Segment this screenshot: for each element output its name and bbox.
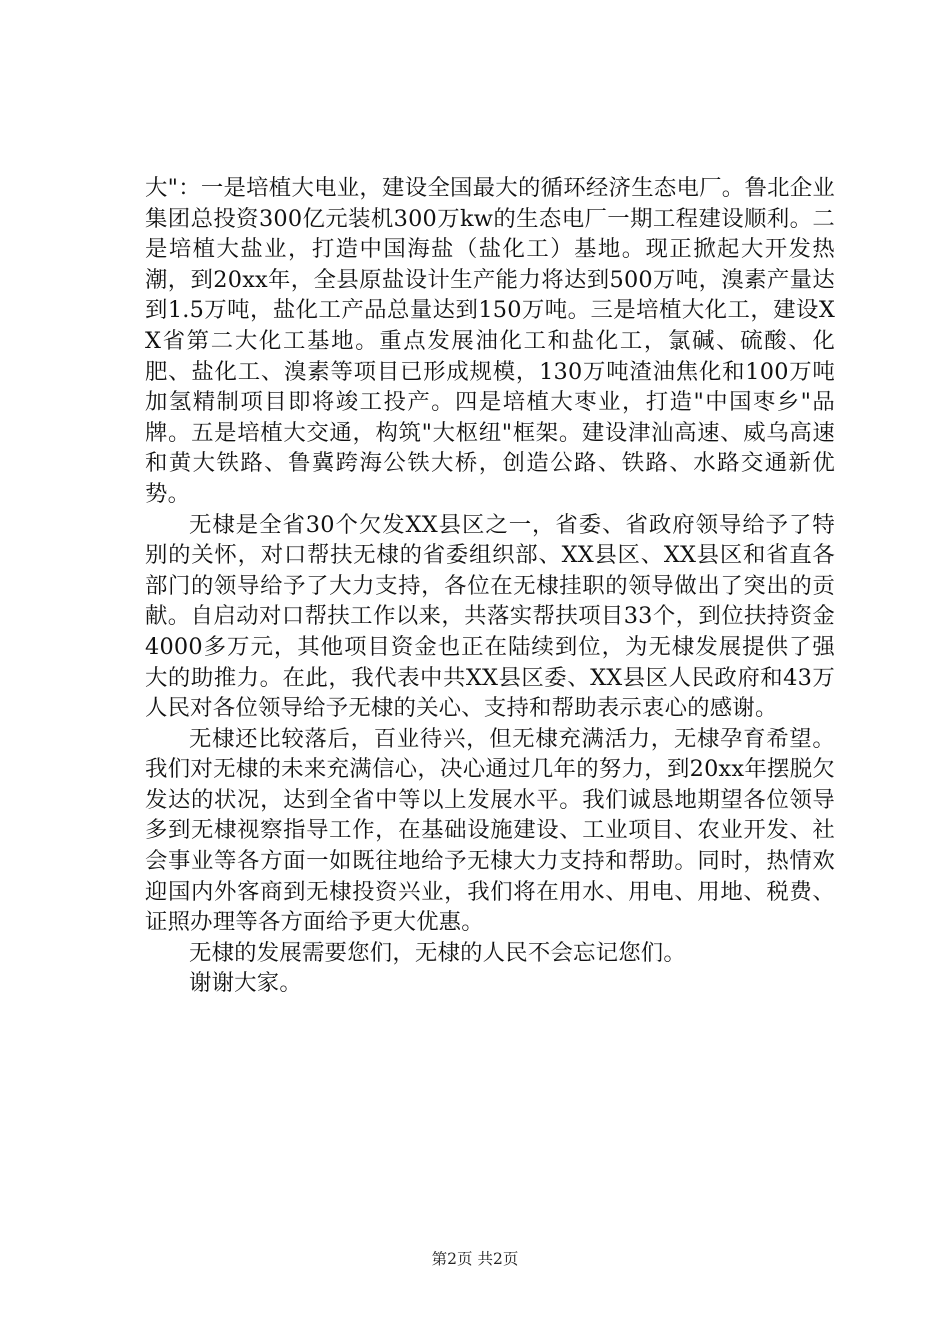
paragraph-thanks-to-leaders: 无棣是全省30个欠发XX县区之一，省委、省政府领导给予了特别的关怀，对口帮扶无棣的省委组织部、XX县区、XX县区和省直各部门的领导给予了大力支持，各位在无棣挂职的领导做出了突出的贡献。自启动对口帮扶工作以来，共落实帮扶项目33个，到位扶持资金4000多万元，其他项目资金也正在陆续到位，为无棣发展提供了强大的助推力。在此，我代表中共XX县区委、XX县区人民政府和43万人民对各位领导给予无棣的关心、支持和帮助表示衷心的感谢。 [145,511,835,722]
page-number-footer: 第2页 共2页 [431,1250,519,1268]
paragraph-continued: 大"：一是培植大电业，建设全国最大的循环经济生态电厂。鲁北企业集团总投资300亿元装机300万kw的生态电厂一期工程建设顺利。二是培植大盐业，打造中国海盐（盐化工）基地。现正掀起大开发热潮，到20xx年，全县原盐设计生产能力将达到500万吨，溴素产量达到1.5万吨，盐化工产品总量达到150万吨。三是培植大化工，建设XX省第二大化工基地。重点发展油化工和盐化工，氯碱、硫酸、化肥、盐化工、溴素等项目已形成规模，130万吨渣油焦化和100万吨加氢精制项目即将竣工投产。四是培植大枣业，打造"中国枣乡"品牌。五是培植大交通，构筑"大枢纽"框架。建设津汕高速、威乌高速和黄大铁路、鲁冀跨海公铁大桥，创造公路、铁路、水路交通新优势。 [145,175,835,507]
paragraph-future-outlook: 无棣还比较落后，百业待兴，但无棣充满活力，无棣孕育希望。我们对无棣的未来充满信心，决心通过几年的努力，到20xx年摆脱欠发达的状况，达到全省中等以上发展水平。我们诚恳地期望各位领导多到无棣视察指导工作，在基础设施建设、工业项目、农业开发、社会事业等各方面一如既往地给予无棣大力支持和帮助。同时，热情欢迎国内外客商到无棣投资兴业，我们将在用水、用电、用地、税费、证照办理等各方面给予更大优惠。 [145,725,835,936]
document-body [145,173,835,999]
paragraph-thank-you: 谢谢大家。 [189,970,302,997]
paragraph-closing-line: 无棣的发展需要您们，无棣的人民不会忘记您们。 [189,939,686,966]
